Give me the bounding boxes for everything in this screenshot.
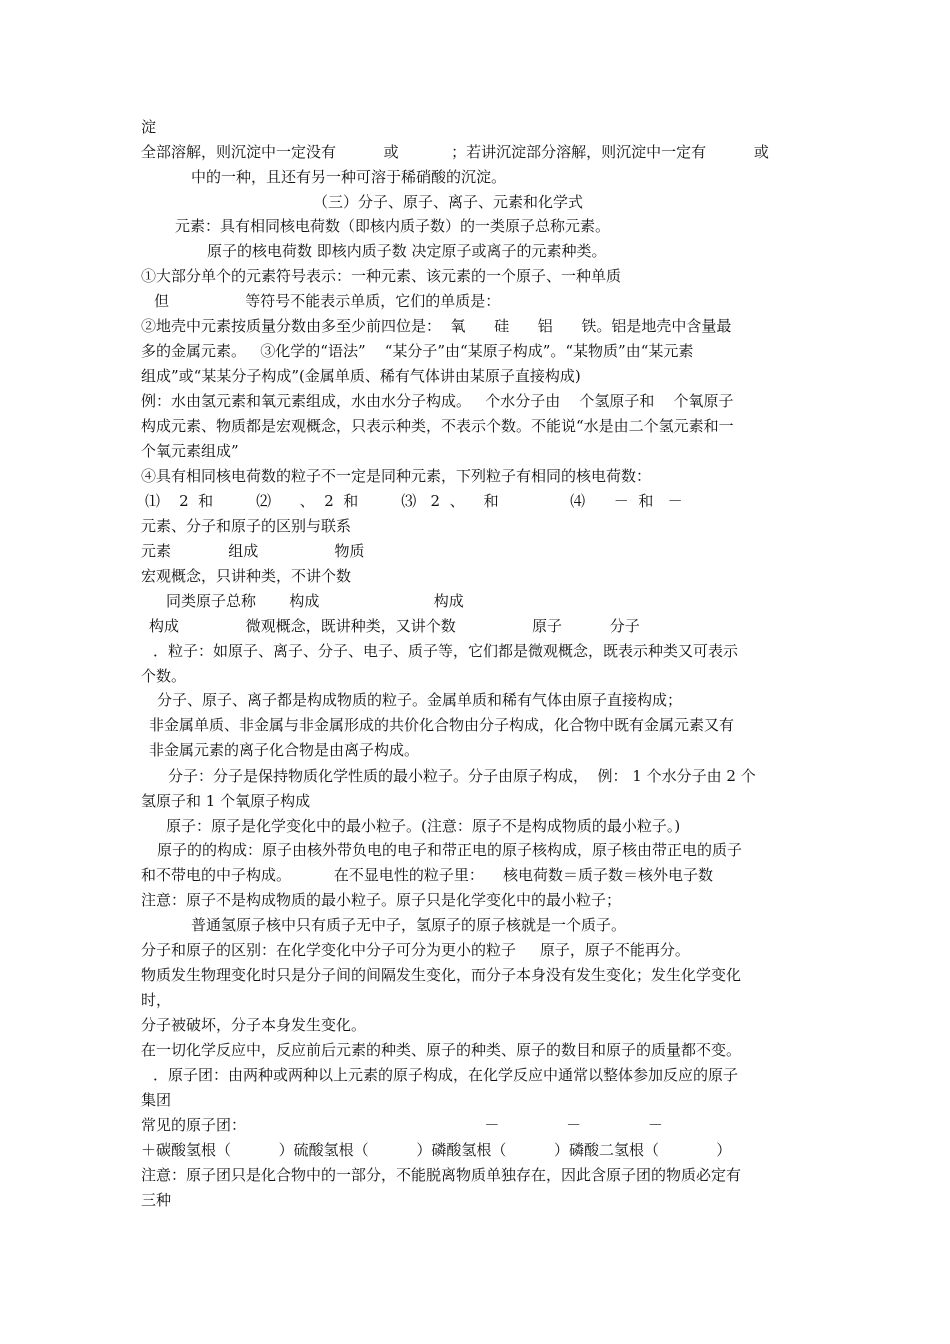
text-line: 个氧元素组成” — [141, 442, 239, 460]
text-line: 分子被破坏，分子本身发生变化。 — [141, 1016, 367, 1034]
text-line: 中的一种，且还有另一种可溶于稀硝酸的沉淀。 — [191, 168, 507, 186]
text-line: 原子的核电荷数 即核内质子数 决定原子或离子的元素种类。 — [207, 242, 607, 260]
text-line: 构成 微观概念，既讲种类，又讲个数 原子 分子 — [149, 617, 640, 635]
text-line: 多的金属元素。 ③化学的“语法” “某分子”由“某原子构成”。“某物质”由“某元素 — [141, 342, 694, 360]
text-line: 组成”或“某某分子构成”(金属单质、稀有气体讲由某原子直接构成) — [141, 367, 581, 385]
text-line: 元素、分子和原子的区别与联系 — [141, 517, 352, 535]
text-line: 全部溶解，则沉淀中一定没有 或 ；若讲沉淀部分溶解，则沉淀中一定有 或 — [141, 143, 769, 161]
text-line: ＋碳酸氢根（ ）硫酸氢根（ ）磷酸氢根（ ）磷酸二氢根（ ） — [141, 1141, 732, 1159]
text-line: 时， — [141, 991, 172, 1009]
text-line: 注意：原子团只是化合物中的一部分，不能脱离物质单独存在，因此含原子团的物质必定有 — [141, 1166, 742, 1184]
text-line: 三种 — [141, 1191, 172, 1209]
text-line: 氢原子和 1 个氧原子构成 — [141, 792, 311, 810]
text-line: ⑴ 2 和 ⑵ 、 2 和 ⑶ 2 、 和 ⑷ － 和 － — [145, 492, 683, 510]
text-line: ①大部分单个的元素符号表示：一种元素、该元素的一个原子、一种单质 — [141, 267, 622, 285]
text-line: 构成元素、物质都是宏观概念，只表示种类，不表示个数。不能说“水是由二个氢元素和一 — [141, 417, 734, 435]
section-heading: （三）分子、原子、离子、元素和化学式 — [313, 193, 584, 211]
text-line: 同类原子总称 构成 构成 — [166, 592, 464, 610]
text-line: 例：水由氢元素和氧元素组成，水由水分子构成。 个水分子由 个氢原子和 个氧原子 — [141, 392, 734, 410]
text-line: 在一切化学反应中，反应前后元素的种类、原子的种类、原子的数目和原子的质量都不变。 — [141, 1041, 742, 1059]
text-line: 原子：原子是化学变化中的最小粒子。(注意：原子不是构成物质的最小粒子。) — [166, 817, 681, 835]
text-line: ．原子团：由两种或两种以上元素的原子构成，在化学反应中通常以整体参加反应的原子 — [153, 1066, 739, 1084]
text-line: 物质发生物理变化时只是分子间的间隔发生变化，而分子本身没有发生变化；发生化学变化 — [141, 966, 742, 984]
text-line: 原子的的构成：原子由核外带负电的电子和带正电的原子核构成，原子核由带正电的质子 — [157, 841, 743, 859]
text-line: 非金属元素的离子化合物是由离子构成。 — [149, 741, 420, 759]
text-line: 非金属单质、非金属与非金属形成的共价化合物由分子构成，化合物中既有金属元素又有 — [149, 716, 735, 734]
text-line: 分子和原子的区别：在化学变化中分子可分为更小的粒子 原子，原子不能再分。 — [141, 941, 690, 959]
text-line: 普通氢原子核中只有质子无中子，氢原子的原子核就是一个质子。 — [191, 916, 627, 934]
text-line: 淀 — [141, 118, 157, 136]
text-line: 注意：原子不是构成物质的最小粒子。原子只是化学变化中的最小粒子； — [141, 891, 622, 909]
text-line: ④具有相同核电荷数的粒子不一定是同种元素，下列粒子有相同的核电荷数： — [141, 467, 652, 485]
text-line: ．粒子：如原子、离子、分子、电子、质子等，它们都是微观概念，既表示种类又可表示 — [153, 642, 739, 660]
text-line: 但 等符号不能表示单质，它们的单质是： — [154, 292, 501, 310]
text-line: 常见的原子团： － － － — [141, 1116, 663, 1134]
text-line: 分子、原子、离子都是构成物质的粒子。金属单质和稀有气体由原子直接构成； — [157, 691, 683, 709]
text-line: 元素：具有相同核电荷数（即核内质子数）的一类原子总称元素。 — [175, 217, 611, 235]
text-line: ②地壳中元素按质量分数由多至少前四位是： 氧 硅 铝 铁。铝是地壳中含量最 — [141, 317, 732, 335]
text-line: 集团 — [141, 1091, 172, 1109]
text-line: 个数。 — [141, 667, 187, 685]
text-line: 和不带电的中子构成。 在不显电性的粒子里： 核电荷数＝质子数＝核外电子数 — [141, 866, 713, 884]
text-line: 宏观概念，只讲种类，不讲个数 — [141, 567, 352, 585]
text-line: 分子：分子是保持物质化学性质的最小粒子。分子由原子构成， 例： 1 个水分子由 2 个 — [168, 767, 756, 785]
text-line: 元素 组成 物质 — [141, 542, 365, 560]
